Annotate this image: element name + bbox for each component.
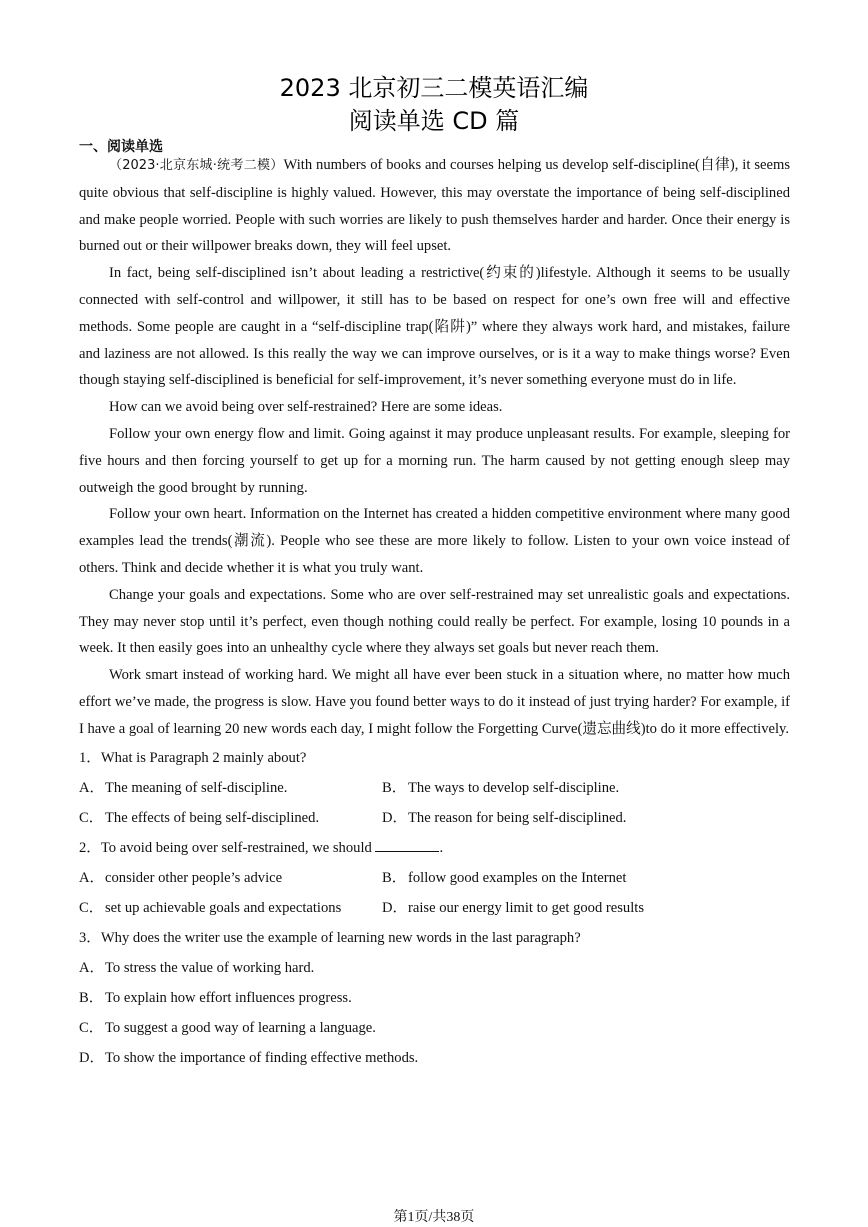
option-d[interactable]: D．The reason for being self-disciplined.	[382, 809, 627, 826]
option-a[interactable]: A．To stress the value of working hard.	[79, 959, 315, 976]
question-1	[79, 743, 790, 833]
option-c[interactable]: C． To suggest a good way of learning a language.	[79, 1019, 376, 1036]
document-subtitle: 阅读单选 CD 篇	[348, 107, 520, 135]
option-a[interactable]: A．The meaning of self-discipline.	[79, 779, 288, 796]
answer-blank	[375, 837, 439, 852]
option-c[interactable]: C． set up achievable goals and expectations	[79, 899, 342, 916]
paragraph-6: Change your goals and expectations. Some who are over self-restrained may set unrealistic goals and expectations. They may never stop until it’s perfect, even though nothing could really be perfect. For example, losing 10 pounds in a week. It then easily goes into an unhealthy cycle where they always set goals but never reach them.	[79, 586, 790, 657]
question-stem: 2．To avoid being over self-restrained, we should .	[79, 833, 790, 863]
section-heading: 一、阅读单选	[79, 139, 163, 155]
document-title: 2023 北京初三二模英语汇编	[279, 74, 589, 102]
paragraph-2: In fact, being self-disciplined isn’t about leading a restrictive(约束的)lifestyle. Although it seems to be usually connected with self-control and willpower, it still has to be based on respect for one’s own free will and effective methods. Some people are caught in a “self-discipline trap(陷阱)” where they always work hard, and mistakes, failure and laziness are not allowed. Is this really the way we can improve ourselves, or is it a way to make things worse? Even though staying self-disciplined is beneficial for self-improvement, it’s never something everyone must do in life.	[79, 265, 790, 389]
reading-passage	[79, 152, 790, 1073]
paragraph-4: Follow your own energy flow and limit. Going against it may produce unpleasant results. For example, sleeping for five hours and then forcing yourself to get up for a morning run. The harm caused by not getting enough sleep may outweigh the good brought by running.	[79, 425, 790, 496]
question-stem: 3．Why does the writer use the example of learning new words in the last paragraph?	[79, 929, 581, 946]
option-d[interactable]: D．raise our energy limit to get good results	[382, 899, 645, 916]
source-label: （2023·北京东城·统考二模）	[109, 158, 284, 173]
paragraph-1	[79, 152, 790, 260]
paragraph-text: With numbers of books and courses helping us develop self-discipline(自律), it seems quite obvious that self-discipline is highly valued. However, this may overstate the importance of being self-disciplined and make people worried. People with such worries are likely to push themselves harder and harder. Once their energy is burned out or their willpower breaks down, they will feel upset.	[79, 157, 790, 255]
question-3	[79, 923, 790, 1073]
question-2	[79, 833, 790, 923]
question-stem: 1．What is Paragraph 2 mainly about?	[79, 749, 307, 766]
option-b[interactable]: B． follow good examples on the Internet	[382, 869, 627, 886]
option-d[interactable]: D．To show the importance of finding effective methods.	[79, 1049, 419, 1066]
option-b[interactable]: B． To explain how effort influences progress.	[79, 989, 352, 1006]
option-c[interactable]: C． The effects of being self-disciplined.	[79, 809, 320, 826]
paragraph-3: How can we avoid being over self-restrained? Here are some ideas.	[109, 399, 503, 416]
paragraph-7: Work smart instead of working hard. We might all have ever been stuck in a situation where, no matter how much effort we’ve made, the progress is slow. Have you found better ways to do it instead of just trying harder? For example, if I have a goal of learning 20 new words each day, I might follow the Forgetting Curve(遗忘曲线)to do it more effectively.	[79, 667, 790, 737]
page-number: 第1页/共38页	[393, 1210, 475, 1225]
option-b[interactable]: B． The ways to develop self-discipline.	[382, 779, 620, 796]
option-a[interactable]: A．consider other people’s advice	[79, 869, 283, 886]
paragraph-5: Follow your own heart. Information on the Internet has created a hidden competitive environment where many good examples lead the trends(潮流). People who see these are more likely to follow. Listen to your own voice instead of others. Think and decide whether it is what you truly want.	[79, 506, 790, 576]
